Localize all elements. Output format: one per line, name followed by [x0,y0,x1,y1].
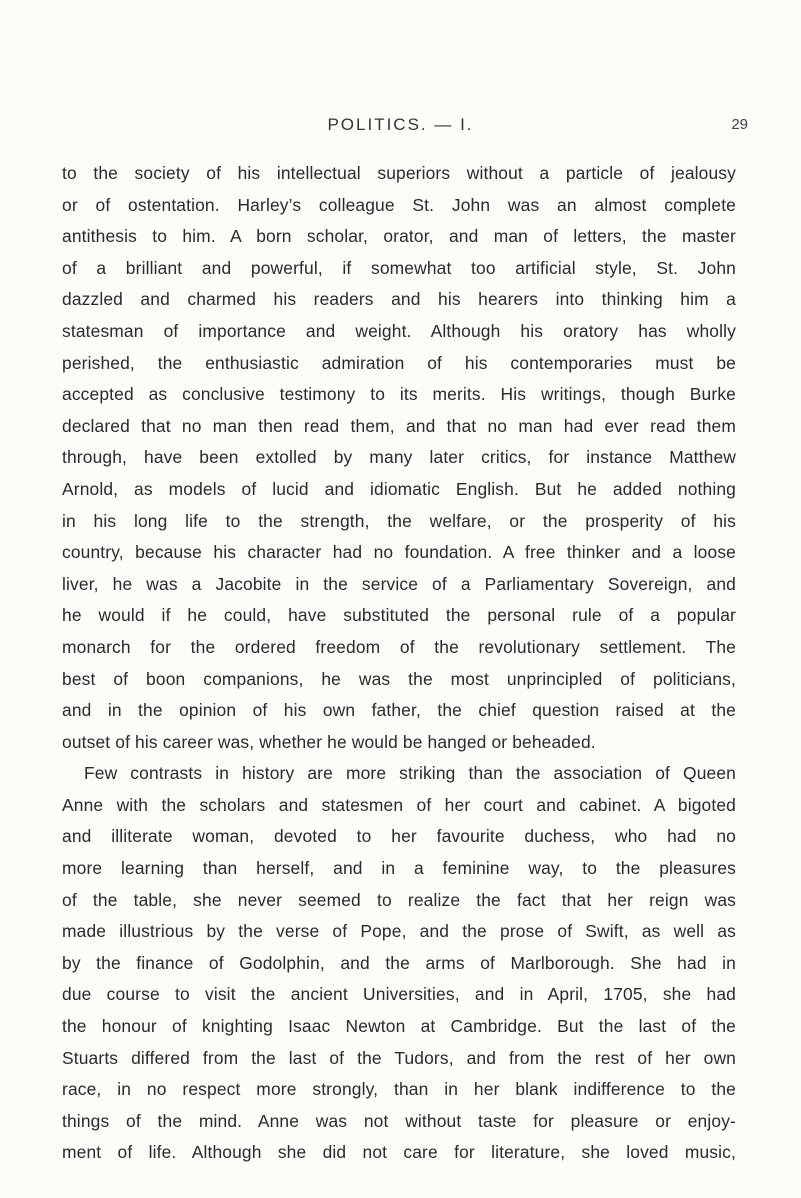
text-line: or of ostentation. Harley’s colleague St. John was an almost complete [62,194,736,215]
text-line: and in the opinion of his own father, the chief question raised at the [62,700,736,721]
running-head-title: POLITICS. — I. [327,115,474,134]
page-number: 29 [731,116,748,133]
text-line: antithesis to him. A born scholar, orator, and man of letters, the master [62,226,736,247]
text-line: race, in no respect more strongly, than in her blank indifference to the [62,1079,736,1100]
text-line: Arnold, as models of lucid and idiomatic English. But he added nothing [62,478,736,499]
text-line: Few contrasts in history are more striking than the association of Queen [84,763,736,784]
text-line: accepted as conclusive testimony to its merits. His writings, though Burke [62,384,736,405]
text-line: ment of life. Although she did not care for literature, she loved music, [62,1142,736,1163]
text-line: liver, he was a Jacobite in the service of a Parliamentary Sovereign, and [62,573,736,594]
text-line: of a brilliant and powerful, if somewhat too artificial style, St. John [62,257,736,278]
text-line: in his long life to the strength, the welfare, or the prosperity of his [62,510,736,531]
text-line: outset of his career was, whether he would be hanged or beheaded. [62,731,596,752]
text-line: Anne with the scholars and statesmen of her court and cabinet. A bigoted [62,794,736,815]
text-line: the honour of knighting Isaac Newton at Cambridge. But the last of the [62,1016,736,1037]
paragraph-2 [62,758,736,1169]
text-line: monarch for the ordered freedom of the revolutionary settlement. The [62,636,736,657]
text-line: through, have been extolled by many later critics, for instance Matthew [62,447,736,468]
text-line: things of the mind. Anne was not without taste for pleasure or enjoy- [62,1110,736,1131]
text-line: best of boon companions, he was the most unprincipled of politicians, [62,668,736,689]
text-line: made illustrious by the verse of Pope, and the prose of Swift, as well as [62,921,736,942]
text-line: country, because his character had no foundation. A free thinker and a loose [62,542,736,563]
text-line: more learning than herself, and in a feminine way, to the pleasures [62,858,736,879]
text-line: declared that no man then read them, and that no man had ever read them [62,415,736,436]
text-line: statesman of importance and weight. Although his oratory has wholly [62,320,736,341]
text-line: by the finance of Godolphin, and the arms of Marlborough. She had in [62,952,736,973]
text-line: to the society of his intellectual superiors without a particle of jealousy [62,163,736,183]
paragraph-1 [62,158,736,758]
body-text [62,158,736,1169]
text-line: he would if he could, have substituted the personal rule of a popular [62,605,736,626]
text-line: due course to visit the ancient Universities, and in April, 1705, she had [62,984,736,1005]
text-line: dazzled and charmed his readers and his hearers into thinking him a [62,289,736,310]
text-line: and illiterate woman, devoted to her favourite duchess, who had no [62,826,736,847]
running-header [0,115,801,143]
text-line: of the table, she never seemed to realize the fact that her reign was [62,889,736,910]
text-line: perished, the enthusiastic admiration of his contemporaries must be [62,352,736,373]
text-line: Stuarts differed from the last of the Tudors, and from the rest of her own [62,1047,736,1068]
